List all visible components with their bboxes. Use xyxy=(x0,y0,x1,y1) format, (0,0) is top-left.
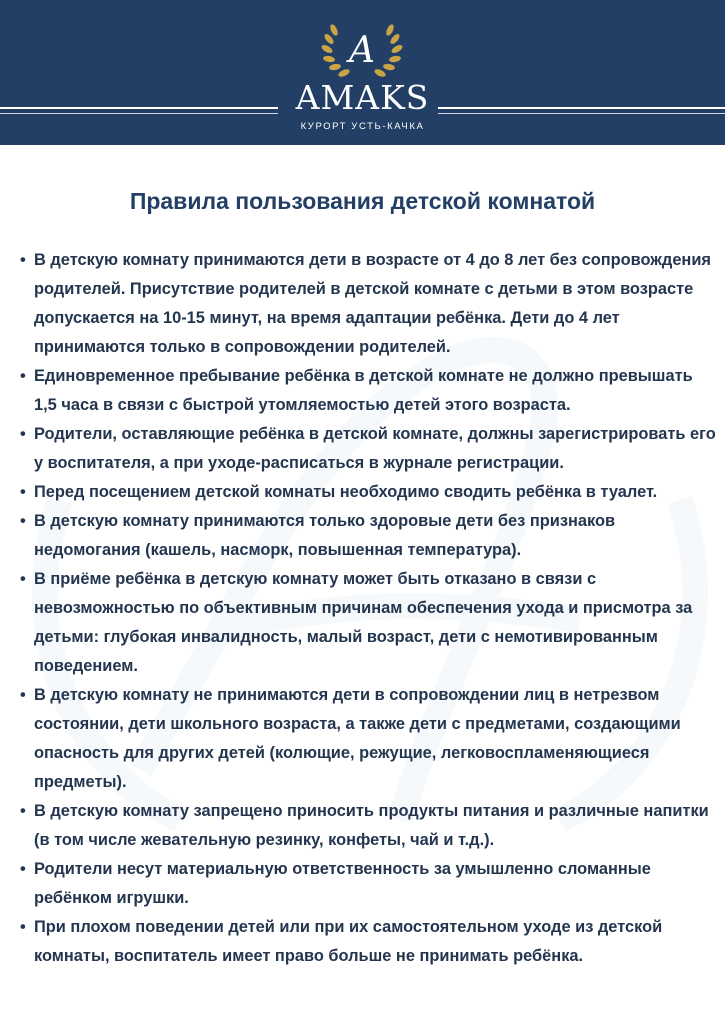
rule-item: • Родители, оставляющие ребёнка в детской комнате, должны зарегистрировать его у воспитателя, а при уходе-расписаться в журнале регистрации. xyxy=(18,420,718,478)
rule-item: • В детскую комнату запрещено приносить продукты питания и различные напитки (в том числе жевательную резинку, конфеты, чай и т.д.). xyxy=(18,797,718,855)
monogram-letter: A xyxy=(349,30,375,71)
rule-item: • Родители несут материальную ответственность за умышленно сломанные ребёнком игрушки. xyxy=(18,855,718,913)
rule-item: • Перед посещением детской комнаты необходимо сводить ребёнка в туалет. xyxy=(18,478,718,507)
rule-item: • В детскую комнату принимаются дети в возрасте от 4 до 8 лет без сопровождения родителей. Присутствие родителей в детской комнате с детьми в этом возрасте допускается на 10-15 минут, на время адаптации ребёнка. Дети до 4 лет принимаются только в сопровождении родителей. xyxy=(18,246,718,362)
rule-item: • Единовременное пребывание ребёнка в детской комнате не должно превышать 1,5 часа в связи с быстрой утомляемостью детей этого возраста. xyxy=(18,362,718,420)
rule-item: • В приёме ребёнка в детскую комнату может быть отказано в связи с невозможностью по объективным причинам обеспечения ухода и присмотра за детьми: глубокая инвалидность, малый возраст, дети с немотивированным поведением. xyxy=(18,565,718,681)
rules-list xyxy=(18,246,718,971)
rule-item: • В детскую комнату не принимаются дети в сопровождении лиц в нетрезвом состоянии, дети школьного возраста, а также дети с предметами, создающими опасность для других детей (колющие, режущие, легковоспламеняющиеся предметы). xyxy=(18,681,718,797)
rule-item: • При плохом поведении детей или при их самостоятельном уходе из детской комнаты, воспитатель имеет право больше не принимать ребёнка. xyxy=(18,913,718,971)
brand-name: AMAKS xyxy=(295,78,430,117)
laurel-monogram-logo xyxy=(312,20,412,82)
header-banner xyxy=(0,0,725,145)
brand-subtitle: КУРОРТ УСТЬ-КАЧКА xyxy=(300,121,425,132)
rule-item: • В детскую комнату принимаются только здоровые дети без признаков недомогания (кашель, насморк, повышенная температура). xyxy=(18,507,718,565)
page-title: Правила пользования детской комнатой xyxy=(129,188,596,214)
